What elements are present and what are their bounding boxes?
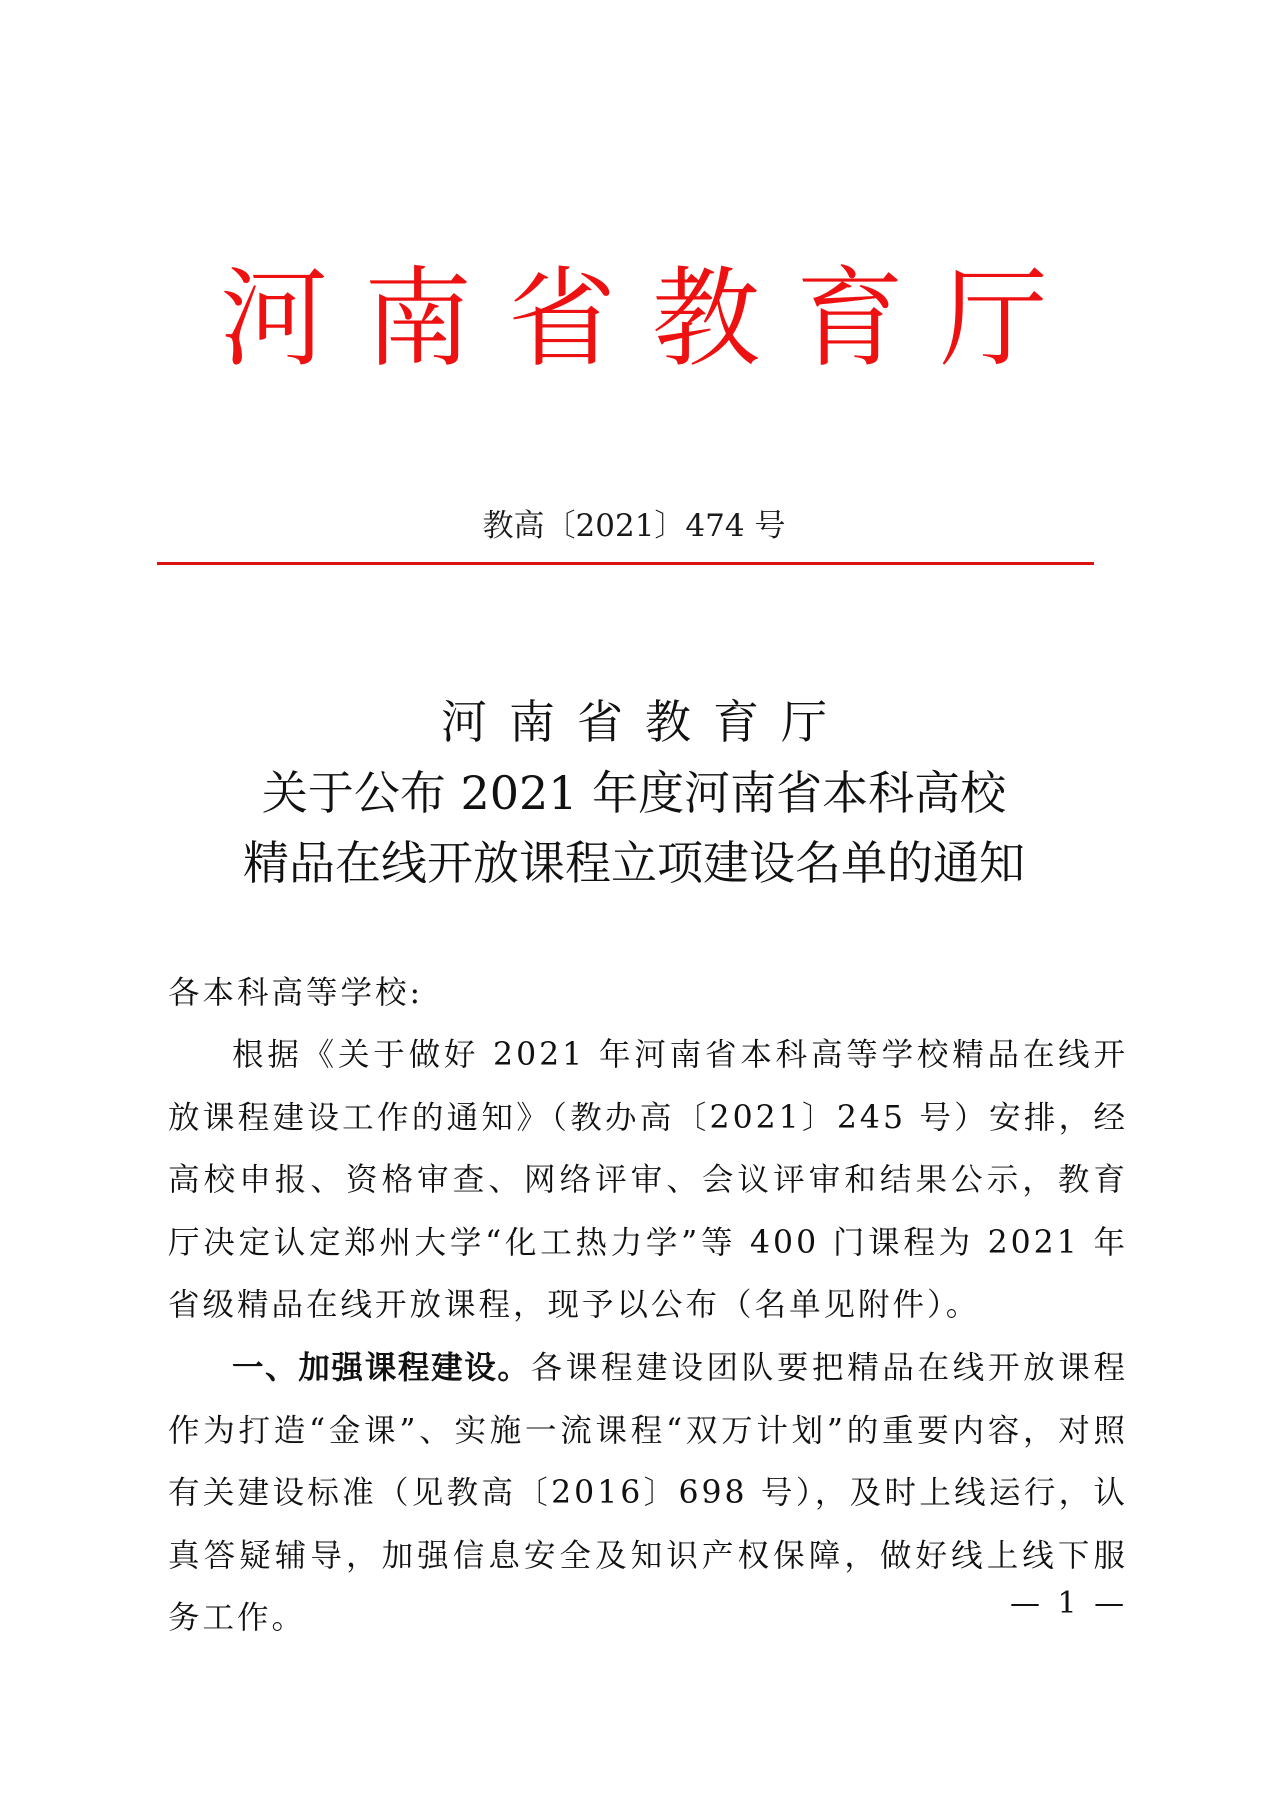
title-line-3: 精品在线开放课程立项建设名单的通知	[243, 836, 1025, 890]
paragraph-2-text: 各课程建设团队要把精品在线开放课程作为打造“金课”、实施一流课程“双万计划”的重要内容，对照有关建设标准（见教高〔2016〕698 号），及时上线运行，认真答疑辅导，加强信息安全及知识产权保障，做好线上线下服务工作。	[168, 1350, 1128, 1636]
paragraph-2	[168, 1337, 1128, 1650]
paragraph-1: 根据《关于做好 2021 年河南省本科高等学校精品在线开放课程建设工作的通知》（教办高〔2021〕245 号）安排，经高校申报、资格审查、网络评审、会议评审和结果公示，教育厅决定认定郑州大学“化工热力学”等 400 门课程为 2021 年省级精品在线开放课程，现予以公布（名单见附件）。	[168, 1037, 1128, 1323]
title-line-1: 河南省教育厅	[441, 695, 849, 749]
title-line-2: 关于公布 2021 年度河南省本科高校	[261, 766, 1007, 820]
page-number: — 1 —	[1010, 1586, 1129, 1621]
salutation: 各本科高等学校:	[168, 975, 424, 1011]
document-number: 教高〔2021〕474 号	[482, 508, 786, 544]
section-heading: 一、加强课程建设。	[232, 1350, 531, 1386]
red-divider-line	[157, 562, 1094, 565]
issuer-masthead: 河南省教育厅	[219, 257, 1084, 382]
